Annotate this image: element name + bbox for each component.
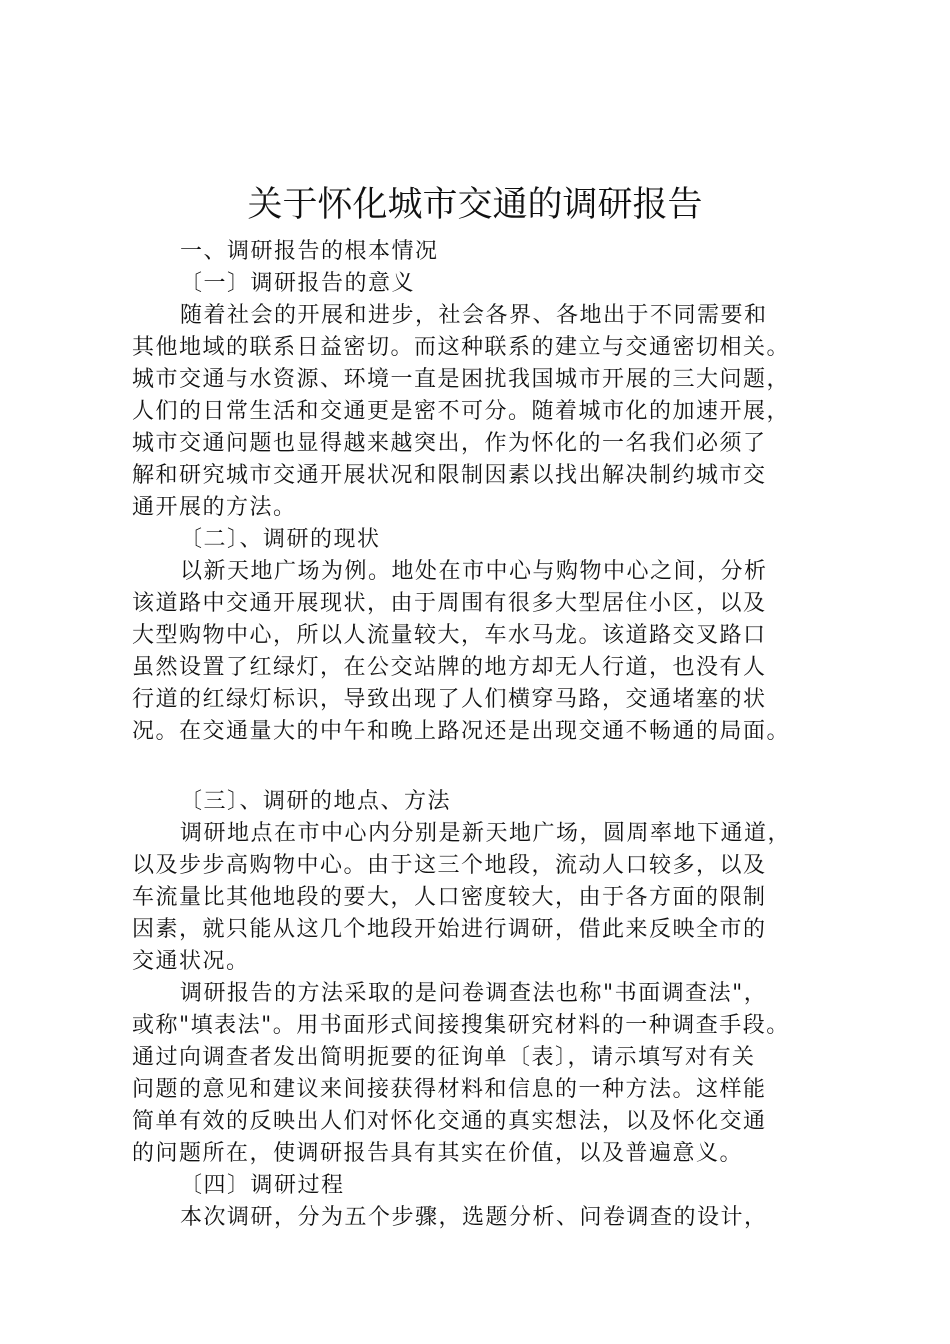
paragraph-line: 本次调研，分为五个步骤，选题分析、问卷调查的设计， (180, 1205, 768, 1230)
paragraph-line: 解和研究城市交通开展状况和限制因素以找出解决制约城市交 (132, 463, 767, 488)
document-title: 关于怀化城市交通的调研报告 (247, 185, 703, 225)
paragraph-line: 城市交通与水资源、环境一直是困扰我国城市开展的三大问题， (132, 367, 791, 392)
blank-line (132, 748, 822, 786)
subsection-heading-2: 〔二〕、调研的现状 (180, 527, 381, 552)
paragraph-line: 大型购物中心，所以人流量较大，车水马龙。该道路交叉路口 (132, 623, 767, 648)
paragraph-line: 通过向调查者发出简明扼要的征询单〔表〕，请示填写对有关 (132, 1045, 756, 1070)
subsection-heading-3: 〔三〕、调研的地点、方法 (180, 789, 452, 814)
paragraph-line: 以及步步高购物中心。由于这三个地段，流动人口较多，以及 (132, 853, 767, 878)
subsection-heading-1: 〔一〕调研报告的意义 (180, 271, 416, 296)
paragraph-line: 其他地域的联系日益密切。而这种联系的建立与交通密切相关。 (132, 335, 791, 360)
paragraph-line: 交通状况。 (132, 949, 250, 974)
paragraph-line: 况。在交通量大的中午和晚上路况还是出现交通不畅通的局面。 (132, 719, 791, 744)
paragraph-line: 或称"填表法"。用书面形式间接搜集研究材料的一种调查手段。 (132, 1013, 790, 1038)
paragraph-line: 调研地点在市中心内分别是新天地广场，圆周率地下通道， (180, 821, 792, 846)
paragraph-line: 虽然设置了红绿灯，在公交站牌的地方却无人行道，也没有人 (132, 655, 767, 680)
paragraph-line: 该道路中交通开展现状，由于周围有很多大型居住小区，以及 (132, 591, 767, 616)
paragraph-line: 城市交通问题也显得越来越突出，作为怀化的一名我们必须了 (132, 431, 767, 456)
paragraph-line: 问题的意见和建议来间接获得材料和信息的一种方法。这样能 (132, 1077, 767, 1102)
paragraph-line: 车流量比其他地段的要大，人口密度较大，由于各方面的限制 (132, 885, 767, 910)
section-heading-1: 一、调研报告的根本情况 (180, 239, 439, 264)
paragraph-line: 行道的红绿灯标识，导致出现了人们横穿马路，交通堵塞的状 (132, 687, 767, 712)
paragraph-line: 的问题所在，使调研报告具有其实在价值，以及普遍意义。 (132, 1141, 744, 1166)
paragraph-line: 以新天地广场为例。地处在市中心与购物中心之间，分析 (180, 559, 768, 584)
paragraph-line: 随着社会的开展和进步，社会各界、各地出于不同需要和 (180, 303, 768, 328)
document-body (132, 236, 822, 1234)
paragraph-line: 简单有效的反映出人们对怀化交通的真实想法，以及怀化交通 (132, 1109, 767, 1134)
paragraph-line: 通开展的方法。 (132, 495, 297, 520)
paragraph-line: 人们的日常生活和交通更是密不可分。随着城市化的加速开展， (132, 399, 791, 424)
paragraph-line: 调研报告的方法采取的是问卷调查法也称"书面调查法"， (180, 981, 768, 1006)
subsection-heading-4: 〔四〕调研过程 (180, 1173, 345, 1198)
paragraph-line: 因素，就只能从这几个地段开始进行调研，借此来反映全市的 (132, 917, 767, 942)
